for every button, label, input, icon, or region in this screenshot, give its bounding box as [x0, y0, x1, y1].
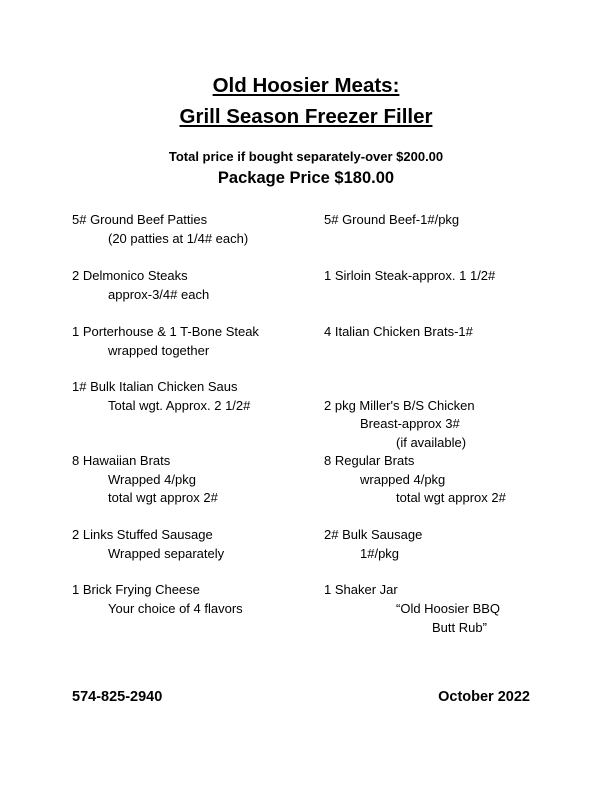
right-item-detail: Breast-approx 3# — [360, 416, 460, 431]
phone-number: 574-825-2940 — [72, 689, 163, 705]
right-item-italian-chicken-brats: 4 Italian Chicken Brats-1# — [324, 324, 473, 339]
right-item-detail: wrapped 4/pkg — [360, 472, 446, 487]
page-title-line-2: Grill Season Freezer Filler — [179, 105, 433, 128]
right-item-sirloin-steak: 1 Sirloin Steak-approx. 1 1/2# — [324, 268, 496, 283]
right-item-regular-brats: 8 Regular Brats — [324, 453, 415, 468]
right-item-detail: Butt Rub” — [432, 620, 487, 635]
right-item-detail: 1#/pkg — [360, 546, 400, 561]
separate-price: Total price if bought separately-over $200.00 — [168, 149, 444, 164]
page-title-line-1: Old Hoosier Meats: — [212, 74, 400, 97]
package-price: Package Price $180.00 — [217, 169, 395, 187]
left-item-detail: Your choice of 4 flavors — [108, 601, 243, 616]
date: October 2022 — [438, 689, 530, 705]
right-item-detail: “Old Hoosier BBQ — [396, 601, 501, 616]
right-item-shaker-jar: 1 Shaker Jar — [324, 582, 398, 597]
right-item-bulk-sausage: 2# Bulk Sausage — [324, 527, 423, 542]
left-item-ground-beef-patties: 5# Ground Beef Patties — [72, 212, 208, 227]
left-item-detail: Total wgt. Approx. 2 1/2# — [108, 398, 251, 413]
left-item-detail: approx-3/4# each — [108, 287, 210, 302]
left-item-stuffed-sausage: 2 Links Stuffed Sausage — [72, 527, 213, 542]
right-item-detail: (if available) — [396, 435, 467, 450]
left-item-detail: Wrapped 4/pkg — [108, 472, 196, 487]
left-item-hawaiian-brats: 8 Hawaiian Brats — [72, 453, 171, 468]
right-item-detail: total wgt approx 2# — [396, 490, 506, 505]
right-item-millers-chicken: 2 pkg Miller's B/S Chicken — [324, 398, 475, 413]
left-item-detail: (20 patties at 1/4# each) — [108, 231, 249, 246]
left-item-delmonico-steaks: 2 Delmonico Steaks — [72, 268, 188, 283]
left-item-frying-cheese: 1 Brick Frying Cheese — [72, 582, 200, 597]
right-item-ground-beef: 5# Ground Beef-1#/pkg — [324, 212, 460, 227]
left-item-bulk-italian-chicken: 1# Bulk Italian Chicken Saus — [72, 379, 238, 394]
left-item-detail: Wrapped separately — [108, 546, 225, 561]
left-item-porterhouse-tbone: 1 Porterhouse & 1 T-Bone Steak — [72, 324, 259, 339]
left-item-detail: wrapped together — [108, 343, 210, 358]
left-item-detail: total wgt approx 2# — [108, 490, 218, 505]
